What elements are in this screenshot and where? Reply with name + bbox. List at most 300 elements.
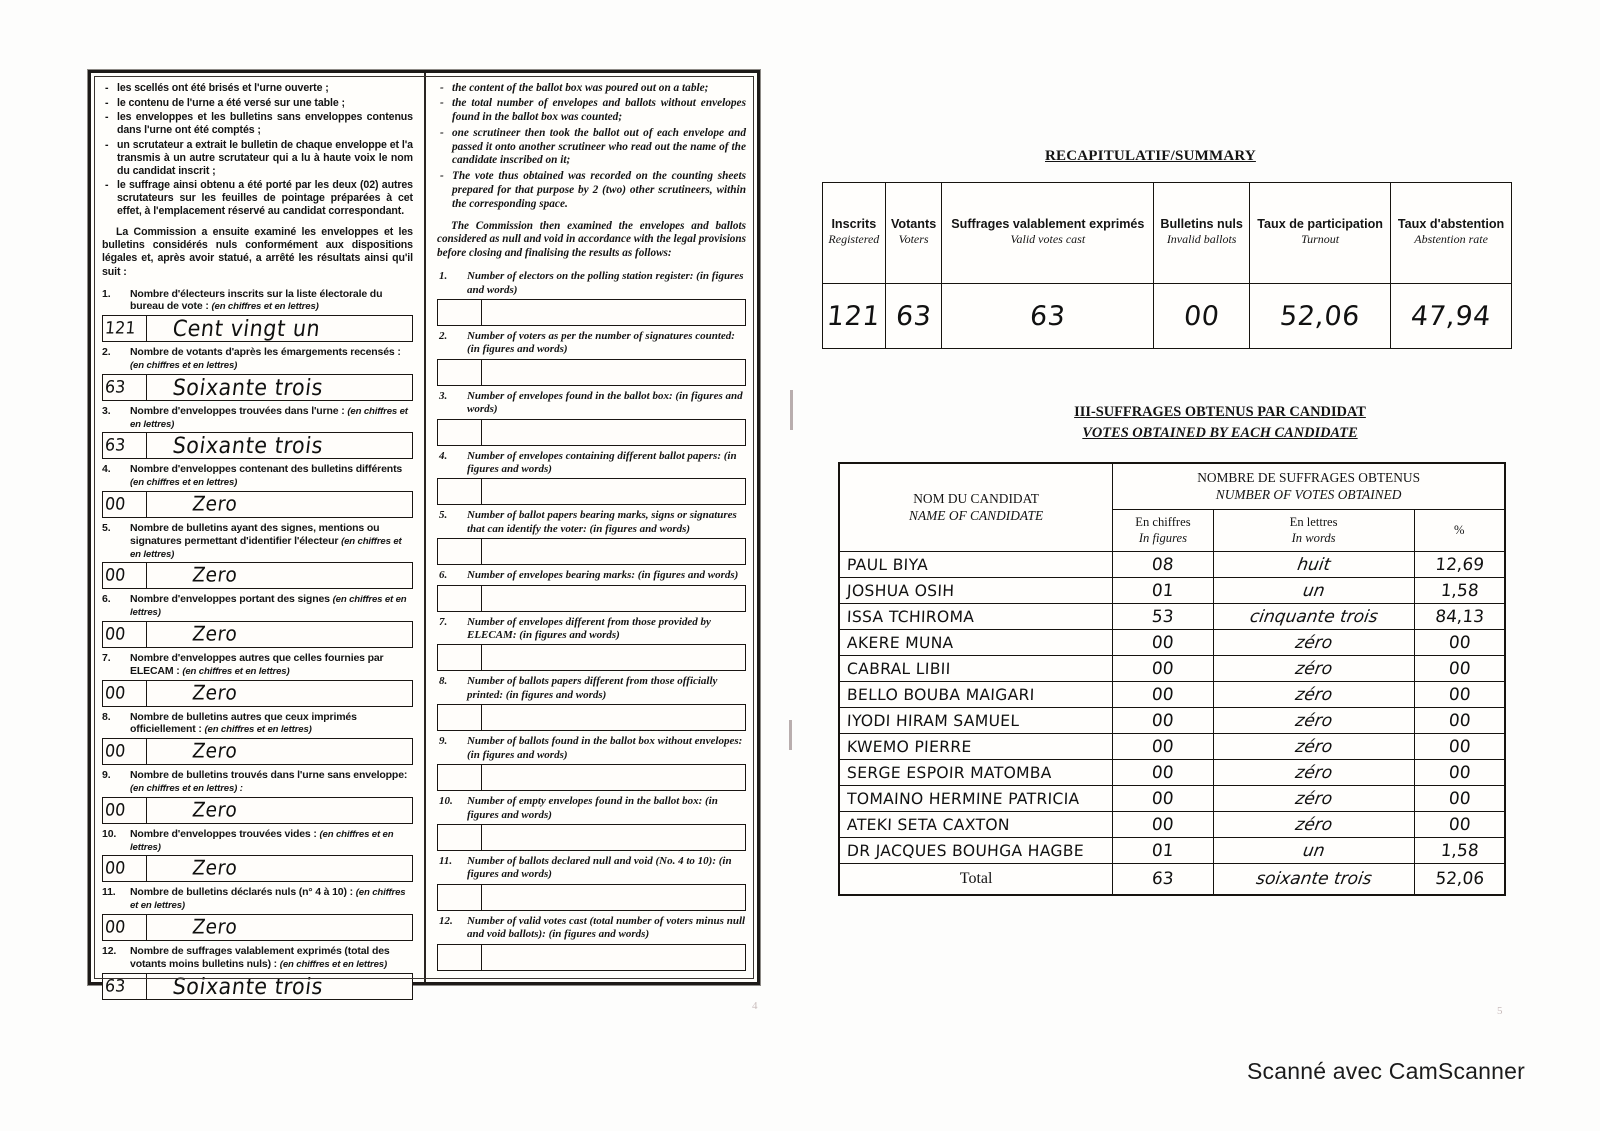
item-number: 4. bbox=[102, 463, 111, 476]
summary-header-fr: Votants bbox=[890, 216, 937, 231]
header-figures-en: In figures bbox=[1138, 531, 1188, 546]
handwritten-fig: 00 bbox=[1151, 736, 1175, 757]
item-label: Number of envelopes different from those provided by ELECAM: (in figures and words) bbox=[466, 615, 711, 642]
handwritten-pct: 84,13 bbox=[1434, 606, 1485, 627]
item-number: 8. bbox=[102, 710, 111, 723]
handwritten-name: JOSHUA OSIH bbox=[846, 581, 955, 600]
answer-figures-cell[interactable] bbox=[438, 705, 482, 730]
candidate-percent-cell bbox=[1414, 655, 1505, 681]
candidate-words-cell bbox=[1213, 603, 1414, 629]
header-in-figures bbox=[1113, 509, 1213, 551]
english-bullet-2: - one scrutineer then took the ballot out of each envelope and passed it onto another scrutineer who read out the name of the candidate inscribed on it; bbox=[437, 127, 746, 169]
results-page-region bbox=[800, 0, 1600, 1131]
candidate-figures-cell bbox=[1113, 681, 1213, 707]
answer-words-cell[interactable] bbox=[147, 915, 412, 940]
candidate-figures-cell bbox=[1113, 733, 1213, 759]
handwritten-name: SERGE ESPOIR MATOMBA bbox=[846, 763, 1053, 782]
french-bullet-0: - les scellés ont été brisés et l'urne ouverte ; bbox=[102, 82, 413, 95]
handwritten-words: Zero bbox=[190, 622, 239, 647]
handwritten-fig: 53 bbox=[1151, 606, 1175, 627]
header-candidate-name bbox=[839, 463, 1113, 551]
item-label: Nombre de bulletins déclarés nuls (n° 4 à 10) : (en chiffres et en lettres) bbox=[130, 886, 406, 912]
handwritten-fig: 08 bbox=[1151, 554, 1175, 575]
handwritten-words: Zero bbox=[190, 564, 239, 588]
handwritten-pct: 52,06 bbox=[1434, 868, 1485, 889]
handwritten-fig: 01 bbox=[1151, 580, 1175, 601]
english-form-item-5 bbox=[437, 509, 746, 565]
french-form-item-5 bbox=[102, 522, 413, 589]
candidate-percent-cell bbox=[1414, 707, 1505, 733]
answer-box[interactable] bbox=[437, 884, 746, 911]
answer-figures-cell[interactable] bbox=[103, 563, 147, 588]
summary-header-row bbox=[823, 183, 1512, 284]
answer-words-cell[interactable] bbox=[482, 420, 745, 445]
handwritten-pct: 00 bbox=[1447, 762, 1471, 783]
answer-words-cell[interactable] bbox=[147, 856, 412, 881]
french-form-item-3 bbox=[102, 405, 413, 460]
answer-box[interactable] bbox=[437, 824, 746, 851]
handwritten-words: Soixante trois bbox=[171, 431, 325, 459]
answer-box[interactable] bbox=[437, 478, 746, 505]
french-form-item-8 bbox=[102, 711, 413, 766]
answer-box[interactable] bbox=[102, 491, 413, 518]
answer-words-cell[interactable] bbox=[482, 300, 745, 325]
answer-figures-cell[interactable] bbox=[103, 798, 147, 823]
handwritten-name: AKERE MUNA bbox=[846, 633, 954, 652]
item-number: 6. bbox=[102, 593, 111, 606]
handwritten-words: Cent vingt un bbox=[171, 314, 323, 342]
item-label: Number of envelopes bearing marks: (in figures and words) bbox=[466, 569, 739, 582]
item-number: 5. bbox=[438, 509, 448, 522]
handwritten-figures: 121 bbox=[104, 317, 137, 338]
summary-title: RECAPITULATIF/SUMMARY bbox=[1045, 148, 1256, 164]
item-label: Number of ballots papers different from those officially printed: (in figures and words) bbox=[466, 675, 718, 701]
summary-header-en: Abstention rate bbox=[1414, 232, 1488, 247]
handwritten-words: zéro bbox=[1293, 814, 1334, 835]
handwritten-figures: 63 bbox=[104, 975, 127, 996]
handwritten-words: un bbox=[1301, 840, 1326, 861]
handwritten-pct: 00 bbox=[1447, 658, 1471, 679]
candidate-percent-cell bbox=[1414, 577, 1505, 603]
handwritten-words: Zero bbox=[190, 739, 239, 764]
answer-box[interactable] bbox=[102, 855, 413, 882]
item-note: (en chiffres et en lettres) : bbox=[130, 783, 243, 794]
summary-table bbox=[822, 182, 1512, 349]
header-in-words bbox=[1213, 509, 1414, 551]
item-number: 7. bbox=[102, 652, 111, 665]
item-label: Number of envelopes found in the ballot box: (in figures and words) bbox=[466, 389, 743, 416]
handwritten-figures: 63 bbox=[104, 434, 127, 455]
candidate-words-cell bbox=[1213, 551, 1414, 577]
handwritten-words: zéro bbox=[1293, 684, 1334, 705]
answer-figures-cell[interactable] bbox=[103, 681, 147, 706]
answer-box[interactable] bbox=[437, 585, 746, 612]
total-percent-cell bbox=[1414, 863, 1505, 895]
summary-header-en: Invalid ballots bbox=[1166, 232, 1237, 247]
summary-header-3 bbox=[1154, 183, 1250, 284]
answer-figures-cell[interactable] bbox=[103, 492, 147, 517]
handwritten-words: zéro bbox=[1293, 736, 1334, 757]
candidates-header-row-1 bbox=[839, 463, 1505, 509]
handwritten-name: IYODI HIRAM SAMUEL bbox=[846, 711, 1020, 730]
english-bullet-0: - the content of the ballot box was poured out on a table; bbox=[437, 82, 746, 96]
answer-figures-cell[interactable] bbox=[438, 825, 482, 850]
answer-box[interactable] bbox=[102, 680, 413, 707]
answer-box[interactable] bbox=[437, 538, 746, 565]
answer-box[interactable] bbox=[102, 315, 413, 342]
handwritten-figures: 00 bbox=[104, 564, 127, 585]
item-label: Nombre de bulletins autres que ceux imprimés officiellement : (en chiffres et en lettres) bbox=[130, 710, 357, 736]
handwritten-figures: 63 bbox=[104, 376, 127, 397]
candidate-words-cell bbox=[1213, 837, 1414, 863]
answer-box[interactable] bbox=[102, 738, 413, 765]
candidate-name-cell bbox=[839, 759, 1113, 785]
handwritten-words: Zero bbox=[190, 915, 239, 940]
candidate-percent-cell bbox=[1414, 551, 1505, 577]
candidate-words-cell bbox=[1213, 759, 1414, 785]
candidate-figures-cell bbox=[1113, 811, 1213, 837]
english-intro-paragraph: The Commission then examined the envelopes and ballots considered as null and void in accordance with the legal provisions before closing and finalising the results as follows: bbox=[436, 219, 746, 260]
handwritten-value: 63 bbox=[1028, 300, 1068, 332]
scan-edge-artifact bbox=[790, 390, 793, 430]
answer-words-cell[interactable] bbox=[482, 885, 745, 910]
candidate-percent-cell bbox=[1414, 837, 1505, 863]
english-bullet-3: - The vote thus obtained was recorded on the counting sheets prepared for that purpose by 2 (two) other scrutineers, within the corresponding space. bbox=[437, 170, 746, 212]
candidate-words-cell bbox=[1213, 629, 1414, 655]
handwritten-pct: 00 bbox=[1447, 632, 1471, 653]
item-note: (en chiffres et en lettres) bbox=[130, 535, 402, 560]
handwritten-fig: 00 bbox=[1151, 632, 1175, 653]
handwritten-name: TOMAINO HERMINE PATRICIA bbox=[846, 789, 1080, 808]
summary-value-4 bbox=[1250, 284, 1391, 349]
answer-words-cell[interactable] bbox=[147, 492, 412, 517]
item-number: 5. bbox=[102, 522, 111, 535]
item-number: 12. bbox=[438, 914, 453, 927]
table-row bbox=[839, 551, 1505, 577]
answer-figures-cell[interactable] bbox=[438, 945, 482, 970]
answer-box[interactable] bbox=[437, 299, 746, 326]
answer-figures-cell[interactable] bbox=[438, 586, 482, 611]
french-form-item-12 bbox=[102, 945, 413, 1000]
summary-header-en: Registered bbox=[828, 232, 880, 247]
english-form-item-10 bbox=[437, 795, 746, 851]
handwritten-value: 63 bbox=[894, 300, 933, 332]
english-form-item-2 bbox=[437, 330, 746, 386]
handwritten-words: zéro bbox=[1293, 658, 1334, 679]
handwritten-words: soixante trois bbox=[1254, 868, 1373, 889]
item-number: 11. bbox=[102, 886, 116, 899]
handwritten-words: zéro bbox=[1293, 788, 1334, 809]
handwritten-name: DR JACQUES BOUHGA HAGBE bbox=[846, 841, 1085, 860]
french-bullet-1: - le contenu de l'urne a été versé sur une table ; bbox=[102, 97, 413, 110]
item-label: Nombre de votants d'après les émargements recensés : (en chiffres et en lettres) bbox=[130, 346, 401, 372]
item-label: Nombre de bulletins trouvés dans l'urne sans enveloppe: (en chiffres et en lettres) : bbox=[130, 769, 408, 794]
item-note: (en chiffres et en lettres) bbox=[130, 477, 238, 489]
item-note: (en chiffres et en lettres) bbox=[130, 405, 408, 430]
summary-value-row bbox=[823, 284, 1512, 349]
french-form-item-11 bbox=[102, 886, 413, 941]
answer-figures-cell[interactable] bbox=[103, 622, 147, 647]
answer-box[interactable] bbox=[102, 562, 413, 589]
candidate-name-cell bbox=[839, 837, 1113, 863]
candidates-title-fr: SUFFRAGES OBTENUS PAR CANDIDAT bbox=[1095, 404, 1366, 420]
answer-figures-cell[interactable] bbox=[103, 375, 147, 400]
candidate-name-cell bbox=[839, 629, 1113, 655]
handwritten-words: zéro bbox=[1293, 632, 1334, 653]
answer-words-cell[interactable] bbox=[482, 360, 745, 385]
handwritten-figures: 00 bbox=[104, 740, 127, 761]
handwritten-words: Zero bbox=[190, 857, 239, 881]
handwritten-words: Zero bbox=[190, 798, 239, 823]
candidate-percent-cell bbox=[1414, 629, 1505, 655]
answer-figures-cell[interactable] bbox=[438, 885, 482, 910]
answer-box[interactable] bbox=[102, 973, 413, 1000]
handwritten-value: 47,94 bbox=[1409, 300, 1493, 332]
item-label: Nombre de suffrages valablement exprimés (total des votants moins bulletins nuls) : (en chiffres et en lettres) bbox=[130, 944, 390, 970]
item-number: 9. bbox=[438, 735, 448, 748]
candidate-figures-cell bbox=[1113, 785, 1213, 811]
handwritten-words: zéro bbox=[1293, 762, 1334, 783]
answer-figures-cell[interactable] bbox=[103, 856, 147, 881]
candidate-figures-cell bbox=[1113, 629, 1213, 655]
item-number: 6. bbox=[438, 569, 448, 582]
handwritten-pct: 00 bbox=[1447, 814, 1471, 835]
french-form-item-4 bbox=[102, 463, 413, 518]
handwritten-figures: 00 bbox=[104, 623, 127, 644]
french-bullet-list bbox=[102, 82, 413, 218]
answer-figures-cell[interactable] bbox=[438, 645, 482, 670]
english-form-item-8 bbox=[437, 675, 746, 731]
french-bullet-2: - les enveloppes et les bulletins sans enveloppes contenus dans l'urne ont été comptés ; bbox=[102, 111, 413, 137]
header-candidate-name-fr: NOM DU CANDIDAT bbox=[913, 490, 1039, 506]
total-words-cell bbox=[1213, 863, 1414, 895]
answer-figures-cell[interactable] bbox=[103, 974, 147, 999]
proces-verbal-form-page bbox=[88, 70, 760, 1000]
handwritten-words: zéro bbox=[1293, 710, 1334, 731]
header-words-fr: En lettres bbox=[1289, 514, 1338, 529]
english-form-item-1 bbox=[437, 270, 746, 326]
answer-figures-cell[interactable] bbox=[438, 539, 482, 564]
answer-figures-cell[interactable] bbox=[438, 360, 482, 385]
item-label: Nombre de bulletins ayant des signes, mentions ou signatures permettant d'identifier l'électeur (en chiffres et en lettres) bbox=[130, 522, 402, 560]
handwritten-name: BELLO BOUBA MAIGARI bbox=[846, 685, 1035, 704]
answer-box[interactable] bbox=[437, 644, 746, 671]
answer-words-cell[interactable] bbox=[482, 539, 745, 564]
handwritten-value: 52,06 bbox=[1278, 300, 1362, 332]
candidate-figures-cell bbox=[1113, 577, 1213, 603]
item-note: (en chiffres et en lettres) bbox=[130, 828, 394, 853]
page-number-left: 4 bbox=[752, 1000, 758, 1012]
answer-box[interactable] bbox=[437, 419, 746, 446]
header-percent: % bbox=[1414, 509, 1505, 551]
answer-words-cell[interactable] bbox=[147, 739, 412, 764]
item-number: 10. bbox=[102, 827, 117, 840]
answer-words-cell[interactable] bbox=[147, 563, 412, 588]
table-row-total bbox=[839, 863, 1505, 895]
candidate-figures-cell bbox=[1113, 837, 1213, 863]
english-form-item-7 bbox=[437, 616, 746, 672]
answer-words-cell[interactable] bbox=[147, 798, 412, 823]
item-note: (en chiffres et en lettres) bbox=[130, 594, 407, 619]
total-figures-cell bbox=[1113, 863, 1213, 895]
handwritten-fig: 00 bbox=[1151, 814, 1175, 835]
french-form-item-2 bbox=[102, 346, 413, 401]
summary-value-2 bbox=[942, 284, 1154, 349]
table-row bbox=[839, 681, 1505, 707]
candidate-name-cell bbox=[839, 655, 1113, 681]
handwritten-pct: 12,69 bbox=[1434, 554, 1485, 575]
english-form-item-12 bbox=[437, 915, 746, 971]
table-row bbox=[839, 629, 1505, 655]
handwritten-figures: 00 bbox=[104, 916, 127, 937]
handwritten-fig: 00 bbox=[1151, 710, 1175, 731]
candidate-percent-cell bbox=[1414, 603, 1505, 629]
table-row bbox=[839, 733, 1505, 759]
handwritten-name: CABRAL LIBII bbox=[846, 659, 951, 678]
handwritten-figures: 00 bbox=[104, 857, 127, 878]
answer-words-cell[interactable] bbox=[482, 645, 745, 670]
item-number: 8. bbox=[438, 675, 448, 688]
summary-value-1 bbox=[885, 284, 942, 349]
candidate-figures-cell bbox=[1113, 551, 1213, 577]
summary-value-0 bbox=[823, 284, 886, 349]
answer-words-cell[interactable] bbox=[147, 375, 412, 400]
item-label: Number of empty envelopes found in the ballot box: (in figures and words) bbox=[466, 795, 718, 821]
item-note: (en chiffres et en lettres) bbox=[130, 360, 238, 372]
handwritten-name: PAUL BIYA bbox=[846, 555, 929, 574]
item-note: (en chiffres et en lettres) bbox=[211, 301, 319, 313]
english-question-list bbox=[437, 270, 746, 970]
answer-words-cell[interactable] bbox=[147, 974, 412, 999]
answer-words-cell[interactable] bbox=[482, 705, 745, 730]
summary-header-en: Turnout bbox=[1301, 232, 1340, 247]
candidate-votes-table bbox=[838, 462, 1506, 896]
item-number: 10. bbox=[438, 795, 453, 808]
answer-figures-cell[interactable] bbox=[103, 739, 147, 764]
handwritten-pct: 1,58 bbox=[1439, 840, 1480, 861]
answer-words-cell[interactable] bbox=[147, 622, 412, 647]
answer-words-cell[interactable] bbox=[482, 479, 745, 504]
table-row bbox=[839, 577, 1505, 603]
answer-words-cell[interactable] bbox=[147, 681, 412, 706]
candidate-words-cell bbox=[1213, 577, 1414, 603]
answer-box[interactable] bbox=[102, 914, 413, 941]
english-bullet-1: - the total number of envelopes and ballots without envelopes found in the ballot box was counted; bbox=[437, 97, 746, 125]
handwritten-fig: 00 bbox=[1151, 788, 1175, 809]
summary-header-2 bbox=[942, 183, 1154, 284]
answer-figures-cell[interactable] bbox=[438, 420, 482, 445]
french-form-item-9 bbox=[102, 769, 413, 824]
summary-header-en: Voters bbox=[898, 232, 929, 247]
table-row bbox=[839, 785, 1505, 811]
candidate-name-cell bbox=[839, 577, 1113, 603]
handwritten-figures: 00 bbox=[104, 799, 127, 820]
handwritten-pct: 00 bbox=[1447, 710, 1471, 731]
handwritten-words: cinquante trois bbox=[1248, 606, 1380, 627]
handwritten-fig: 00 bbox=[1151, 762, 1175, 783]
summary-header-1 bbox=[885, 183, 942, 284]
summary-header-0 bbox=[823, 183, 886, 284]
answer-figures-cell[interactable] bbox=[103, 316, 147, 341]
answer-box[interactable] bbox=[102, 374, 413, 401]
summary-header-4 bbox=[1250, 183, 1391, 284]
candidates-title-en: VOTES OBTAINED BY EACH CANDIDATE bbox=[1082, 424, 1358, 441]
handwritten-pct: 1,58 bbox=[1439, 580, 1480, 601]
total-label-cell: Total bbox=[839, 863, 1113, 895]
answer-figures-cell[interactable] bbox=[103, 915, 147, 940]
handwritten-fig: 01 bbox=[1151, 840, 1175, 861]
handwritten-fig: 63 bbox=[1151, 868, 1175, 889]
item-label: Nombre d'enveloppes portant des signes (en chiffres et en lettres) bbox=[130, 593, 407, 619]
answer-figures-cell[interactable] bbox=[103, 433, 147, 458]
summary-value-3 bbox=[1154, 284, 1250, 349]
handwritten-pct: 00 bbox=[1447, 684, 1471, 705]
answer-box[interactable] bbox=[102, 432, 413, 459]
candidate-words-cell bbox=[1213, 655, 1414, 681]
answer-box[interactable] bbox=[437, 704, 746, 731]
summary-header-fr: Bulletins nuls bbox=[1160, 216, 1243, 231]
item-label: Number of electors on the polling station register: (in figures and words) bbox=[466, 270, 744, 296]
answer-box[interactable] bbox=[437, 359, 746, 386]
candidate-name-cell bbox=[839, 785, 1113, 811]
summary-header-fr: Inscrits bbox=[831, 216, 877, 231]
summary-header-fr: Suffrages valablement exprimés bbox=[951, 216, 1145, 231]
english-form-item-3 bbox=[437, 390, 746, 446]
item-number: 12. bbox=[102, 944, 117, 957]
summary-header-5 bbox=[1391, 183, 1512, 284]
answer-figures-cell[interactable] bbox=[438, 479, 482, 504]
candidate-words-cell bbox=[1213, 785, 1414, 811]
item-note: (en chiffres et en lettres) bbox=[279, 958, 387, 970]
candidate-name-cell bbox=[839, 603, 1113, 629]
english-bullet-list bbox=[437, 82, 746, 212]
answer-box[interactable] bbox=[437, 764, 746, 791]
candidate-name-cell bbox=[839, 733, 1113, 759]
answer-words-cell[interactable] bbox=[482, 586, 745, 611]
answer-figures-cell[interactable] bbox=[438, 300, 482, 325]
handwritten-value: 121 bbox=[825, 300, 882, 332]
candidate-percent-cell bbox=[1414, 733, 1505, 759]
answer-box[interactable] bbox=[102, 797, 413, 824]
french-bullet-3: - un scrutateur a extrait le bulletin de chaque enveloppe et l'a transmis à un autre scrutateur qui a lu à haute voix le nom du candidat inscrit ; bbox=[102, 139, 413, 178]
answer-words-cell[interactable] bbox=[482, 945, 745, 970]
answer-box[interactable] bbox=[437, 944, 746, 971]
candidate-words-cell bbox=[1213, 681, 1414, 707]
answer-box[interactable] bbox=[102, 621, 413, 648]
english-form-item-4 bbox=[437, 450, 746, 506]
answer-words-cell[interactable] bbox=[482, 765, 745, 790]
french-bullet-4: - le suffrage ainsi obtenu a été porté par les deux (02) autres scrutateurs sur les feuilles de pointage préparées à cet effet, à l'emplacement réservé au candidat correspondant. bbox=[102, 179, 413, 218]
answer-words-cell[interactable] bbox=[147, 316, 412, 341]
summary-header-en: Valid votes cast bbox=[1010, 232, 1086, 247]
header-figures-fr: En chiffres bbox=[1135, 514, 1191, 529]
answer-words-cell[interactable] bbox=[482, 825, 745, 850]
french-form-item-1 bbox=[102, 288, 413, 343]
form-column-french bbox=[91, 73, 426, 1000]
header-votes-en: NUMBER OF VOTES OBTAINED bbox=[1215, 487, 1402, 503]
answer-words-cell[interactable] bbox=[147, 433, 412, 458]
item-label: Number of valid votes cast (total number of voters minus null and void ballots): (in figures and words) bbox=[466, 914, 746, 941]
answer-figures-cell[interactable] bbox=[438, 765, 482, 790]
handwritten-fig: 00 bbox=[1151, 684, 1175, 705]
table-row bbox=[839, 603, 1505, 629]
item-number: 1. bbox=[102, 287, 111, 300]
french-intro-paragraph: La Commission a ensuite examiné les enveloppes et les bulletins considérés nuls conformément aux dispositions légales et, après avoir statué, a arrêté les résultats ainsi qu'il suit : bbox=[102, 226, 413, 278]
header-votes-fr: NOMBRE DE SUFFRAGES OBTENUS bbox=[1197, 470, 1421, 485]
handwritten-words: Zero bbox=[190, 681, 239, 705]
handwritten-fig: 00 bbox=[1151, 658, 1175, 679]
item-number: 3. bbox=[102, 404, 111, 417]
